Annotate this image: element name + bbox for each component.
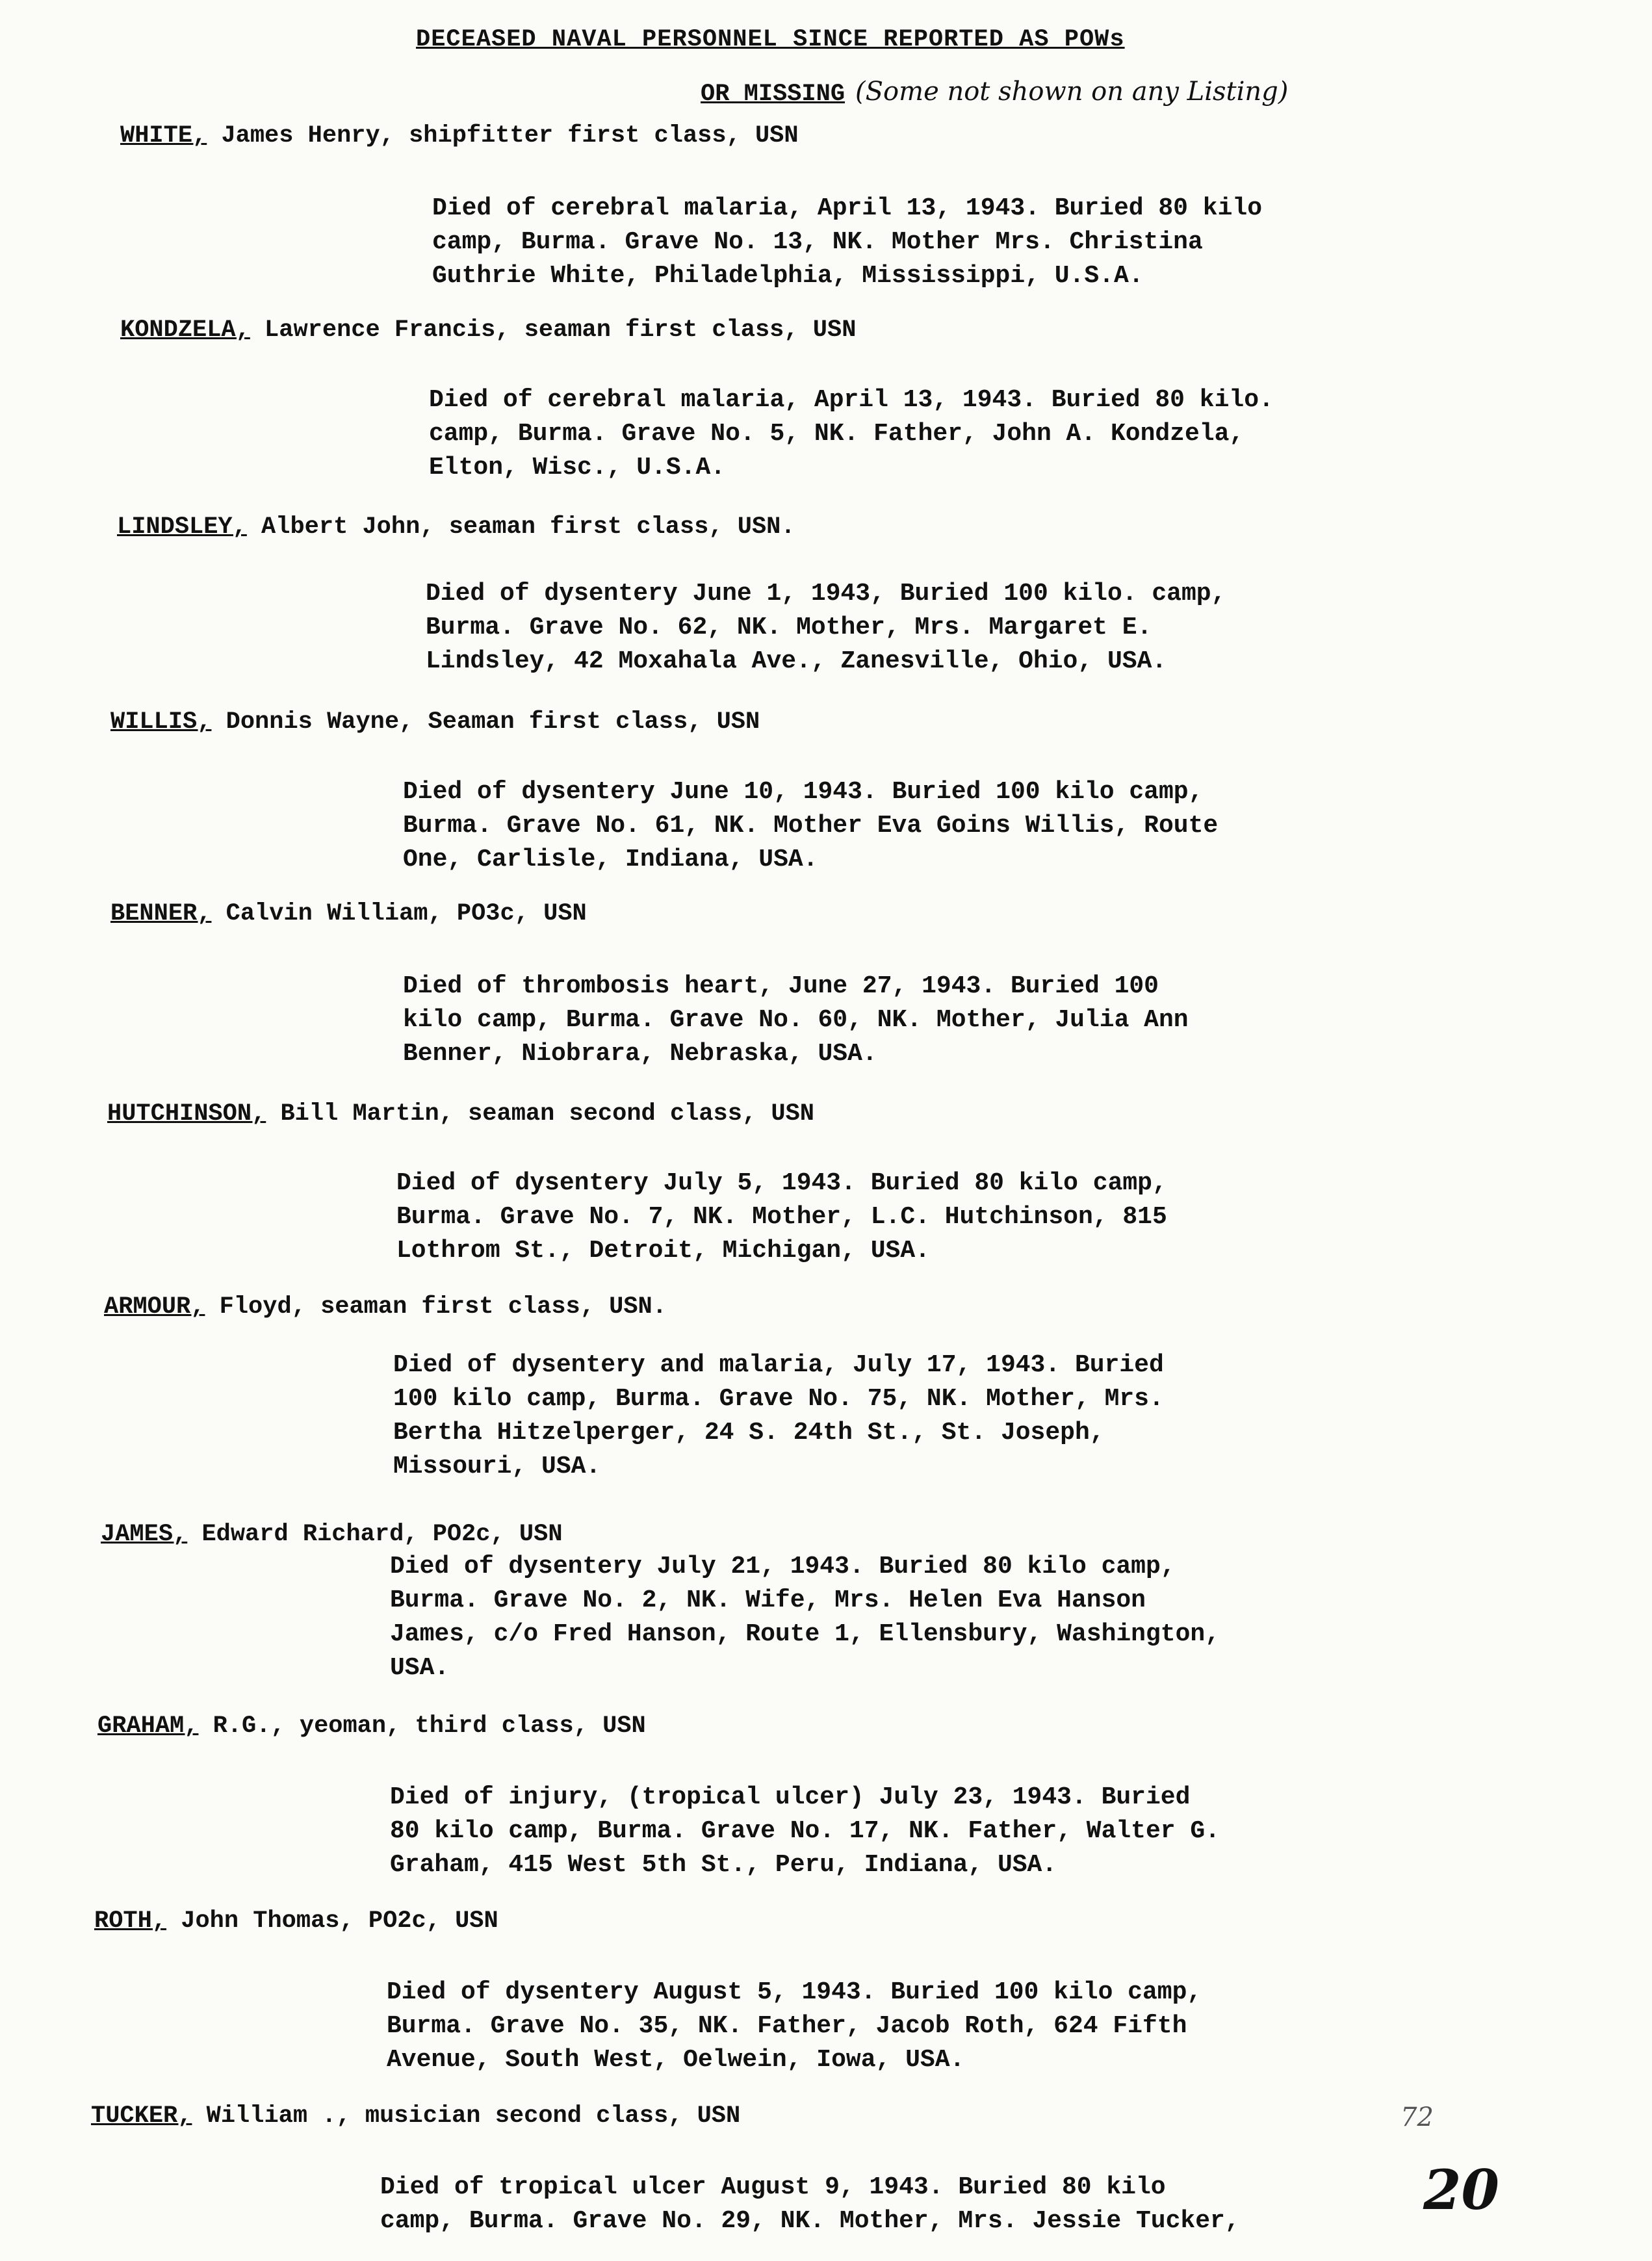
entry-name-rank: Floyd, seaman first class, USN. (205, 1293, 667, 1321)
entry-description: Died of dysentery June 1, 1943, Buried 100 kilo. camp, Burma. Grave No. 62, NK. Mother, Mrs. Margaret E. Lindsley, 42 Moxahala Ave., Zanesville, Ohio, USA. (426, 580, 1226, 675)
entry-description: Died of dysentery July 5, 1943. Buried 80 kilo camp, Burma. Grave No. 7, NK. Mother, L.C. Hutchinson, 815 Lothrom St., Detroit, Michigan, USA. (396, 1169, 1167, 1265)
entry-surname: JAMES, (101, 1521, 188, 1548)
entry-description: Died of cerebral malaria, April 13, 1943. Buried 80 kilo camp, Burma. Grave No. 13, NK. Mother Mrs. Christina Guthrie White, Philadelphia, Mississippi, U.S.A. (432, 194, 1263, 290)
entry-name-rank: Edward Richard, PO2c, USN (187, 1521, 563, 1548)
entry-surname: ROTH, (94, 1907, 167, 1935)
entry-surname: WHITE, (120, 122, 207, 149)
entry-heading (101, 1521, 563, 1548)
entry-description: Died of cerebral malaria, April 13, 1943. Buried 80 kilo. camp, Burma. Grave No. 5, NK. Father, John A. Kondzela, Elton, Wisc., U.S.A. (429, 386, 1274, 482)
entry-heading (94, 1907, 498, 1935)
entry-description: Died of dysentery July 21, 1943. Buried 80 kilo camp, Burma. Grave No. 2, NK. Wife, Mrs. Helen Eva Hanson James, c/o Fred Hanson, Route 1, Ellensbury, Washington, USA. (390, 1553, 1220, 1682)
entry-surname: BENNER, (110, 900, 212, 927)
entry-description: Died of dysentery August 5, 1943. Buried 100 kilo camp, Burma. Grave No. 35, NK. Father, Jacob Roth, 624 Fifth Avenue, South West, Oelwein, Iowa, USA. (387, 1978, 1202, 2074)
subtitle-handwritten-note: (Some not shown on any Listing) (855, 77, 1289, 107)
page-number: 20 (1423, 2158, 1499, 2222)
entry-heading (120, 317, 856, 344)
entry-heading (91, 2102, 740, 2130)
entry-heading (110, 708, 760, 736)
entry-name-rank: John Thomas, PO2c, USN (166, 1907, 498, 1935)
entry-name-rank: Donnis Wayne, Seaman first class, USN (211, 708, 760, 736)
document-title: DECEASED NAVAL PERSONNEL SINCE REPORTED AS POWs (416, 26, 1125, 53)
entry-heading (120, 122, 799, 149)
entry-description: Died of tropical ulcer August 9, 1943. Buried 80 kilo camp, Burma. Grave No. 29, NK. Mother, Mrs. Jessie Tucker, (380, 2173, 1240, 2235)
entry-heading (97, 1712, 646, 1740)
entry-name-rank: R.G., yeoman, third class, USN (198, 1712, 646, 1740)
entry-name-rank: Albert John, seaman first class, USN. (246, 513, 795, 541)
subtitle-typed: OR MISSING (701, 81, 845, 108)
entry-heading (107, 1100, 814, 1128)
entry-surname: WILLIS, (110, 708, 212, 736)
entry-description: Died of thrombosis heart, June 27, 1943. Buried 100 kilo camp, Burma. Grave No. 60, NK. Mother, Julia Ann Benner, Niobrara, Nebraska, USA. (403, 972, 1189, 1068)
entry-name-rank: Bill Martin, seaman second class, USN (266, 1100, 814, 1128)
entry-heading (110, 900, 587, 927)
entry-name-rank: Calvin William, PO3c, USN (211, 900, 587, 927)
entry-description: Died of dysentery and malaria, July 17, 1943. Buried 100 kilo camp, Burma. Grave No. 75, NK. Mother, Mrs. Bertha Hitzelperger, 24 S. 24th St., St. Joseph, Missouri, USA. (393, 1351, 1164, 1480)
entry-surname: HUTCHINSON, (107, 1100, 266, 1128)
entry-name-rank: James Henry, shipfitter first class, USN (207, 122, 799, 149)
document-subtitle (701, 77, 1288, 108)
entry-surname: TUCKER, (91, 2102, 192, 2130)
entry-surname: LINDSLEY, (117, 513, 247, 541)
entry-heading (104, 1293, 667, 1321)
entry-name-rank: William ., musician second class, USN (192, 2102, 741, 2130)
entry-name-rank: Lawrence Francis, seaman first class, USN (250, 317, 857, 344)
entry-surname: GRAHAM, (97, 1712, 199, 1740)
entry-description: Died of injury, (tropical ulcer) July 23, 1943. Buried 80 kilo camp, Burma. Grave No. 17, NK. Father, Walter G. Graham, 415 West 5th St., Peru, Indiana, USA. (390, 1783, 1220, 1879)
margin-note: 72 (1400, 2102, 1434, 2132)
entry-surname: KONDZELA, (120, 317, 250, 344)
entry-surname: ARMOUR, (104, 1293, 205, 1321)
entry-description: Died of dysentery June 10, 1943. Buried 100 kilo camp, Burma. Grave No. 61, NK. Mother Eva Goins Willis, Route One, Carlisle, Indiana, USA. (403, 778, 1219, 873)
entry-heading (117, 513, 795, 541)
